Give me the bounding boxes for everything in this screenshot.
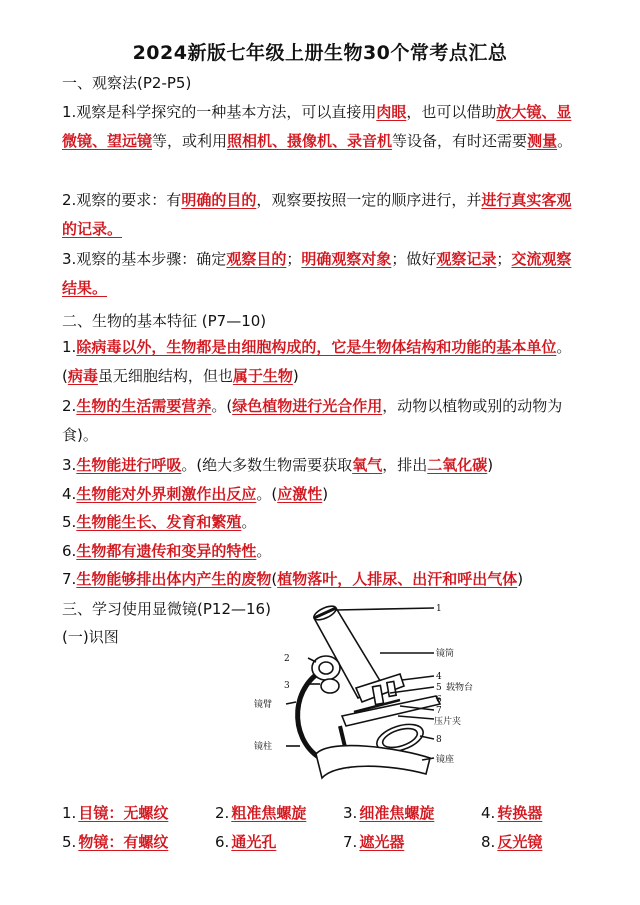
text: 1. — [62, 338, 77, 356]
text: ，观察要按照一定的顺序进行，并 — [256, 191, 482, 209]
text: 2. — [62, 397, 77, 415]
key-term: 应激性 — [277, 485, 323, 503]
key-term: 生物能进行呼吸 — [76, 456, 182, 474]
answer-text: 转换器 — [497, 804, 543, 822]
key-term: 植物落叶，人排尿、出汗和呼出气体 — [277, 570, 518, 588]
text: 3. — [62, 456, 77, 474]
paragraph-observation-2 — [62, 186, 582, 244]
key-term: 氧气 — [352, 456, 383, 474]
answer-number: 7. — [343, 833, 358, 851]
text: ；做好 — [391, 250, 437, 268]
label-clip: 压片夹 — [434, 717, 462, 727]
label-2: 2 — [284, 654, 290, 664]
answer-number: 1. — [62, 804, 77, 822]
answer-item-3 — [343, 802, 434, 823]
text: 4. — [62, 485, 77, 503]
characteristic-item-4 — [62, 480, 582, 509]
label-5: 5 — [436, 683, 442, 693]
label-4: 4 — [436, 672, 442, 682]
coarse-knob-shape — [312, 656, 340, 680]
text: 。( — [256, 485, 278, 503]
label-eyepiece-tube: 镜筒 — [436, 649, 455, 659]
key-term: 进行真实客观的记录。 — [62, 191, 572, 238]
text: 。 — [256, 542, 272, 560]
text: ) — [487, 456, 494, 474]
fine-knob-shape — [321, 679, 339, 693]
text: ) — [322, 485, 329, 503]
characteristic-item-2 — [62, 392, 582, 450]
key-term: 放大镜、显微镜、望远镜 — [62, 103, 572, 150]
label-arm: 镜臂 — [254, 700, 273, 710]
answer-text: 反光镜 — [497, 833, 543, 851]
text: 1.观察是科学探究的一种基本方法，可以直接用 — [62, 103, 377, 121]
label-1: 1 — [436, 604, 442, 614]
answer-item-2 — [215, 802, 306, 823]
key-term: 明确的目的 — [181, 191, 257, 209]
key-term: 测量 — [527, 132, 558, 150]
text: 6. — [62, 542, 77, 560]
text: 。(绝大多数生物需要获取 — [181, 456, 353, 474]
answer-item-4 — [481, 802, 542, 823]
characteristic-item-7 — [62, 565, 592, 594]
key-term: 生物都有遗传和变异的特性 — [76, 542, 257, 560]
section-heading-observation: 一、观察法(P2-P5) — [62, 74, 192, 92]
characteristic-item-3 — [62, 451, 582, 480]
answer-item-5 — [62, 831, 168, 852]
key-term: 观察记录 — [436, 250, 497, 268]
key-term: 属于生物 — [232, 367, 293, 385]
text: 。 — [557, 132, 573, 150]
answer-number: 3. — [343, 804, 358, 822]
text: 。( — [211, 397, 233, 415]
label-7: 7 — [436, 706, 442, 716]
subheading-identify-diagram: (一)识图 — [62, 628, 119, 646]
answer-text: 目镜：无螺纹 — [78, 804, 169, 822]
answer-text: 物镜：有螺纹 — [78, 833, 169, 851]
answer-text: 通光孔 — [231, 833, 277, 851]
key-term: 观察目的 — [226, 250, 287, 268]
label-6: 6 — [436, 695, 442, 705]
answer-item-6 — [215, 831, 276, 852]
text: ( — [271, 570, 278, 588]
text: ) — [292, 367, 299, 385]
label-stage: 载物台 — [446, 683, 474, 693]
text: 。 — [241, 513, 257, 531]
key-term: 病毒 — [67, 367, 98, 385]
text: 3.观察的基本步骤：确定 — [62, 250, 227, 268]
answer-text: 细准焦螺旋 — [359, 804, 435, 822]
characteristic-item-5 — [62, 508, 582, 537]
page-title: 2024新版七年级上册生物30个常考点汇总 — [132, 42, 508, 64]
paragraph-observation-1 — [62, 98, 582, 156]
answer-number: 8. — [481, 833, 496, 851]
base-shape — [316, 746, 430, 778]
microscope-diagram — [250, 598, 474, 788]
label-8: 8 — [436, 735, 442, 745]
answer-number: 6. — [215, 833, 230, 851]
answer-text: 遮光器 — [359, 833, 405, 851]
answer-number: 2. — [215, 804, 230, 822]
key-term: 绿色植物进行光合作用 — [232, 397, 383, 415]
key-term: 除病毒以外，生物都是由细胞构成的，它是生物体结构和功能的基本单位 — [76, 338, 557, 356]
paragraph-observation-3 — [62, 245, 582, 303]
key-term: 肉眼 — [376, 103, 407, 121]
key-term: 生物能生长、发育和繁殖 — [76, 513, 242, 531]
answer-item-7 — [343, 831, 404, 852]
key-term: 二氧化碳 — [427, 456, 488, 474]
text: 5. — [62, 513, 77, 531]
text: 虽无细胞结构，但也 — [97, 367, 233, 385]
text: ，动物以植物或别的动物为食)。 — [62, 397, 563, 444]
key-term: 明确观察对象 — [301, 250, 392, 268]
text: ，排出 — [382, 456, 428, 474]
characteristic-item-1 — [62, 333, 582, 391]
answer-number: 5. — [62, 833, 77, 851]
answer-number: 4. — [481, 804, 496, 822]
answer-text: 粗准焦螺旋 — [231, 804, 307, 822]
section-heading-microscope: 三、学习使用显微镜(P12—16) — [62, 600, 271, 618]
key-term: 生物能够排出体内产生的废物 — [76, 570, 272, 588]
text: ，也可以借助 — [406, 103, 497, 121]
text: 。( — [62, 338, 572, 385]
text: ； — [286, 250, 302, 268]
text: 2.观察的要求：有 — [62, 191, 182, 209]
answer-item-8 — [481, 831, 542, 852]
text: 7. — [62, 570, 77, 588]
key-term: 交流观察结果。 — [62, 250, 572, 297]
label-pillar: 镜柱 — [254, 742, 273, 752]
text: ) — [517, 570, 524, 588]
label-3: 3 — [284, 681, 290, 691]
text: 等，或利用 — [152, 132, 228, 150]
text: 等设备，有时还需要 — [392, 132, 528, 150]
key-term: 生物的生活需要营养 — [76, 397, 212, 415]
key-term: 照相机、摄像机、录音机 — [227, 132, 393, 150]
answer-item-1 — [62, 802, 168, 823]
label-base: 镜座 — [436, 755, 455, 765]
key-term: 生物能对外界刺激作出反应 — [76, 485, 257, 503]
text: ； — [496, 250, 512, 268]
section-heading-characteristics: 二、生物的基本特征 (P7—10) — [62, 312, 267, 330]
characteristic-item-6 — [62, 537, 582, 566]
